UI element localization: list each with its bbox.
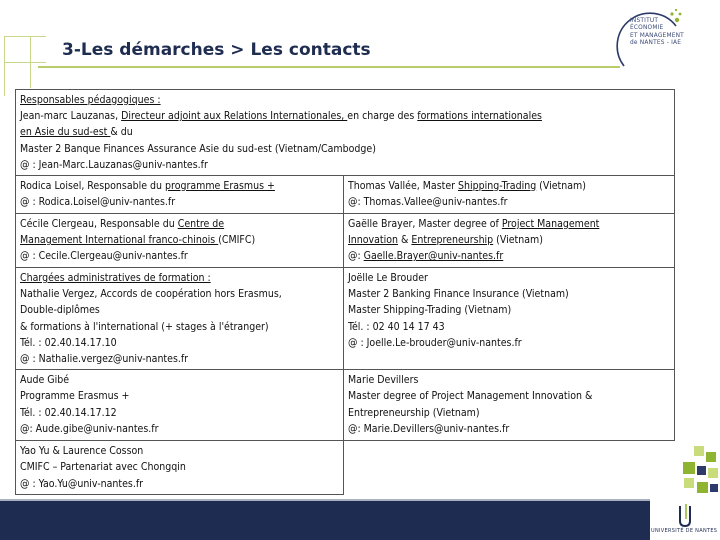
decor-square: [694, 446, 704, 456]
university-logo: [650, 501, 720, 540]
decor-square: [683, 462, 695, 474]
contacts-table: [15, 89, 675, 495]
corner-frame-line: [4, 36, 46, 37]
table-row: [16, 441, 675, 495]
decor-square: [710, 484, 718, 492]
contact-cell: Gaëlle Brayer, Master degree of Project Management Innovation & Entrepreneurship (Vietnam) @: Gaelle.Brayer@univ-nantes.fr: [344, 214, 675, 268]
contact-cell: Chargées administratives de formation : Nathalie Vergez, Accords de coopération hors Erasmus, Double-diplômes & formations à l'international (+ stages à l'étranger) Tél. : 02.40.14.17.10 @ : Nathalie.vergez@univ-nantes.fr: [16, 268, 344, 370]
iae-logo-text: INSTITUT ÉCONOMIE ET MANAGEMENT de NANTES - IAE: [630, 16, 684, 46]
decor-square: [697, 482, 708, 493]
contact-cell: Joëlle Le Brouder Master 2 Banking Finance Insurance (Vietnam) Master Shipping-Trading (Vietnam) Tél. : 02 40 14 17 43 @ : Joelle.Le-brouder@univ-nantes.fr: [344, 268, 675, 370]
footer-bar: [0, 501, 650, 540]
decor-square: [708, 468, 718, 478]
university-emblem-icon: [650, 501, 720, 529]
title-underline: [38, 66, 620, 68]
corner-frame-line: [4, 36, 5, 96]
email-link[interactable]: Gaelle.Brayer@univ-nantes.fr: [363, 250, 504, 263]
email-text: @ : Jean-Marc.Lauzanas@univ-nantes.fr: [20, 158, 208, 171]
page-title: 3-Les démarches > Les contacts: [62, 40, 371, 60]
contact-cell: Cécile Clergeau, Responsable du Centre de Management International franco-chinois (CMIFC) @ : Cecile.Clergeau@univ-nantes.fr: [16, 214, 344, 268]
corner-frame-line: [4, 62, 46, 63]
table-row: [16, 268, 675, 370]
contact-cell: Marie Devillers Master degree of Project Management Innovation & Entrepreneurship (Vietnam) @: Marie.Devillers@univ-nantes.fr: [344, 370, 675, 441]
university-name: UNIVERSITÉ DE NANTES: [651, 528, 718, 534]
decor-square: [684, 478, 694, 488]
table-row: [16, 90, 675, 176]
decor-square: [697, 466, 706, 475]
empty-cell: [344, 441, 675, 495]
table-row: [16, 214, 675, 268]
decor-square: [706, 452, 716, 462]
contact-cell: Thomas Vallée, Master Shipping-Trading (Vietnam) @: Thomas.Vallee@univ-nantes.fr: [344, 176, 675, 214]
table-row: [16, 370, 675, 441]
contact-cell: Aude Gibé Programme Erasmus + Tél. : 02.40.14.17.12 @: Aude.gibe@univ-nantes.fr: [16, 370, 344, 441]
contact-cell: Rodica Loisel, Responsable du programme Erasmus + @ : Rodica.Loisel@univ-nantes.fr: [16, 176, 344, 214]
contact-cell: Yao Yu & Laurence Cosson CMIFC – Partenariat avec Chongqin @ : Yao.Yu@univ-nantes.fr: [16, 441, 344, 495]
table-row: [16, 176, 675, 214]
contact-cell-pedagogical: Responsables pédagogiques : Jean-marc Lauzanas, Directeur adjoint aux Relations Internationales, en charge des formations internationales en Asie du sud-est & du Master 2 Banque Finances Assurance Asie du sud-est (Vietnam/Cambodge) @ : Jean-Marc.Lauzanas@univ-nantes.fr: [16, 90, 675, 176]
